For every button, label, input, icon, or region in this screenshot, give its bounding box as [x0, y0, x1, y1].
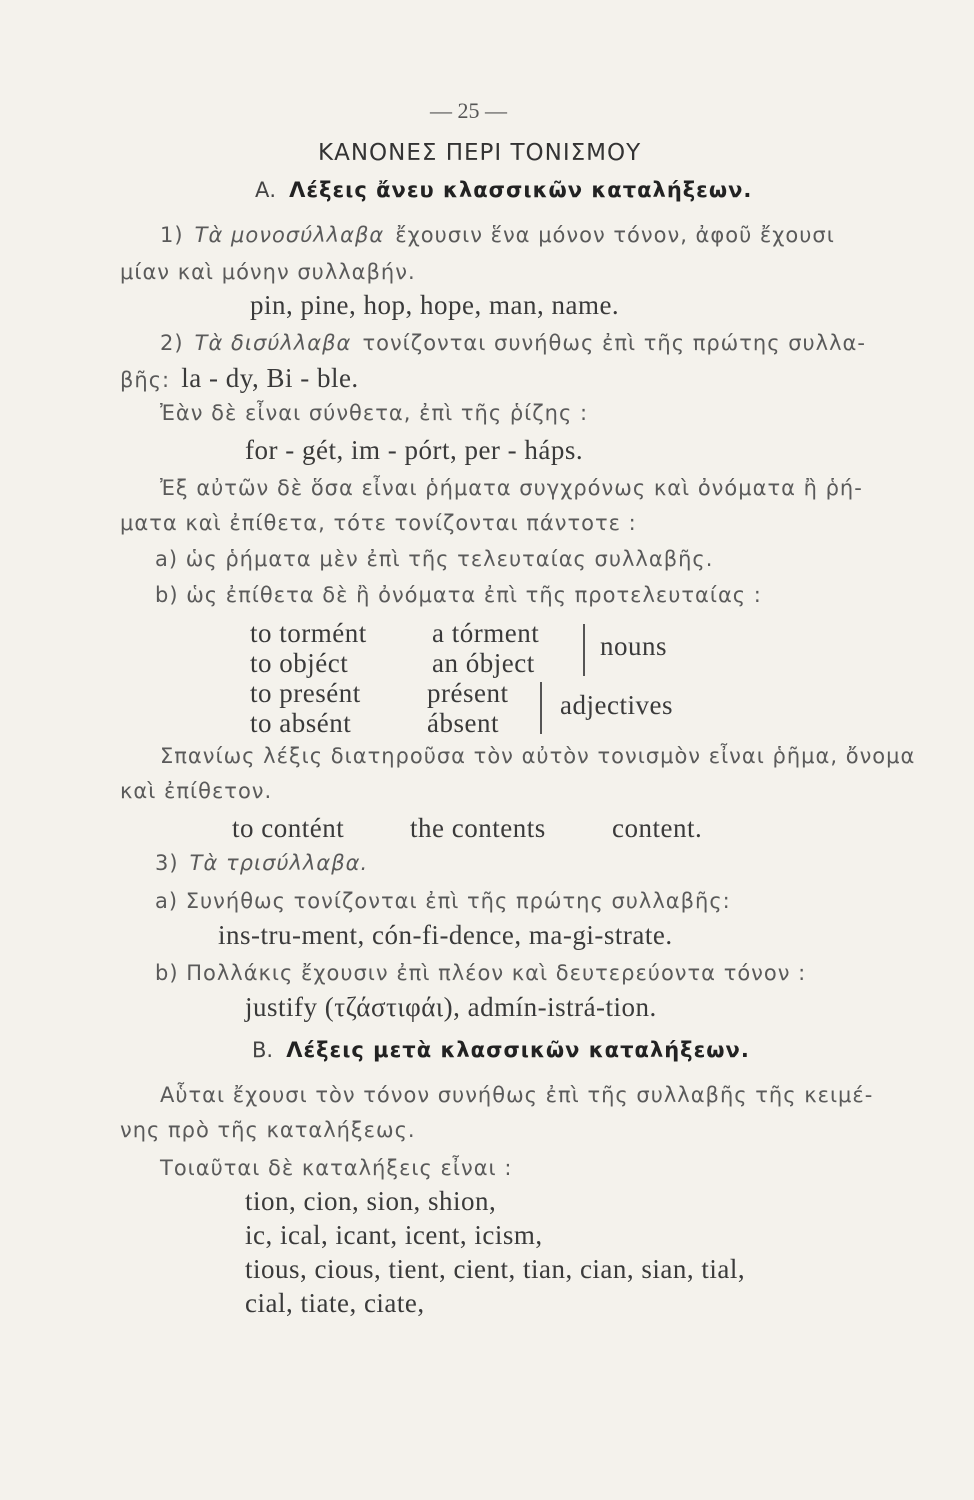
table-verb-4: to absént [250, 708, 352, 738]
rule-number: 3) [155, 851, 179, 875]
section-label: Β. [252, 1038, 274, 1062]
rule-3-a: a) Συνήθως τονίζονται ἐπὶ τῆς πρώτης συλλαβῆς: [155, 889, 731, 913]
content-example-2: the contents [410, 813, 546, 843]
chapter-heading: ΚΑΝΟΝΕΣ ΠΕΡΙ ΤΟΝΙΣΜΟΥ [318, 140, 642, 166]
rule-number: 2) [160, 331, 184, 355]
rule-2-line-1 [160, 333, 866, 354]
endings-line-1: tion, cion, sion, shion, [245, 1186, 497, 1216]
section-b-heading [252, 1040, 750, 1061]
rule-2-line-6: Σπανίως λέξις διατηροῦσα τὸν αὐτὸν τονισμὸν εἶναι ῥῆμα, ὄνομα [160, 744, 916, 768]
section-label: Α. [255, 178, 277, 202]
section-b-line-1: Αὗται ἔχουσι τὸν τόνον συνήθως ἐπὶ τῆς συλλαβῆς τῆς κειμέ- [160, 1083, 874, 1107]
bracket-nouns [583, 624, 585, 676]
table-noun-3: présent [427, 678, 509, 708]
content-example-3: content. [612, 813, 703, 843]
section-b-line-2: νης πρὸ τῆς καταλήξεως. [120, 1118, 416, 1142]
rule-1-line-1 [160, 225, 835, 246]
table-noun-2: an óbject [432, 648, 535, 678]
rule-3-b: b) Πολλάκις ἔχουσιν ἐπὶ πλέον καὶ δευτερεύοντα τόνον : [155, 961, 807, 985]
rule-2-b: b) ὡς ἐπίθετα δὲ ἢ ὀνόματα ἐπὶ τῆς προτελευταίας : [155, 583, 762, 607]
rule-3-heading [155, 853, 368, 874]
page-number: — 25 — [430, 98, 507, 123]
endings-line-4: cial, tiate, ciate, [245, 1288, 425, 1318]
bracket-adjectives [540, 682, 542, 734]
rule-examples: la - dy, Bi - ble. [181, 363, 359, 393]
table-verb-3: to presént [250, 678, 361, 708]
label-adjectives: adjectives [560, 690, 673, 720]
rule-title: Τὰ τρισύλλαβα. [189, 851, 369, 875]
table-noun-1: a tórment [432, 618, 540, 648]
rule-2-line-3: Ἐὰν δὲ εἶναι σύνθετα, ἐπὶ τῆς ῥίζης : [160, 401, 589, 425]
rule-2-line-7: καὶ ἐπίθετον. [120, 779, 273, 803]
rule-number: 1) [160, 223, 184, 247]
table-verb-1: to tormént [250, 618, 367, 648]
section-b-line-3: Τοιαῦται δὲ καταλήξεις εἶναι : [160, 1156, 513, 1180]
rule-2-line-5: ματα καὶ ἐπίθετα, τότε τονίζονται πάντοτε : [120, 511, 637, 535]
rule-2-line-4: Ἐξ αὐτῶν δὲ ὅσα εἶναι ῥήματα συγχρόνως καὶ ὀνόματα ἢ ῥή- [160, 476, 863, 500]
rule-3-a-examples: ins-tru-ment, cón-fi-dence, ma-gi-strate. [218, 920, 673, 950]
rule-text: βῆς: [120, 368, 171, 392]
rule-2-line-2 [120, 365, 359, 392]
rule-1-examples: pin, pine, hop, hope, man, name. [250, 290, 620, 320]
rule-title: Τὰ μονοσύλλαβα [194, 223, 385, 247]
section-title: Λέξεις ἄνευ κλασσικῶν καταλήξεων. [289, 178, 753, 202]
rule-1-line-2: μίαν καὶ μόνην συλλαβήν. [120, 260, 416, 284]
rule-3-b-examples: justify (τζάστιφάι), admín-istrá-tion. [245, 992, 657, 1022]
endings-line-2: ic, ical, icant, icent, icism, [245, 1220, 543, 1250]
rule-2-examples: for - gét, im - pórt, per - háps. [245, 435, 584, 465]
rule-text: ἔχουσιν ἕνα μόνον τόνον, ἀφοῦ ἔχουσι [395, 223, 835, 247]
section-title: Λέξεις μετὰ κλασσικῶν καταλήξεων. [286, 1038, 750, 1062]
table-verb-2: to objéct [250, 648, 349, 678]
content-example-1: to contént [232, 813, 345, 843]
section-a-heading [255, 180, 752, 201]
rule-text: τονίζονται συνήθως ἐπὶ τῆς πρώτης συλλα- [362, 331, 866, 355]
rule-2-a: a) ὡς ῥήματα μὲν ἐπὶ τῆς τελευταίας συλλαβῆς. [155, 547, 714, 571]
endings-line-3: tious, cious, tient, cient, tian, cian, sian, tial, [245, 1254, 746, 1284]
label-nouns: nouns [600, 631, 668, 661]
table-noun-4: ábsent [427, 708, 499, 738]
rule-title: Τὰ δισύλλαβα [194, 331, 352, 355]
